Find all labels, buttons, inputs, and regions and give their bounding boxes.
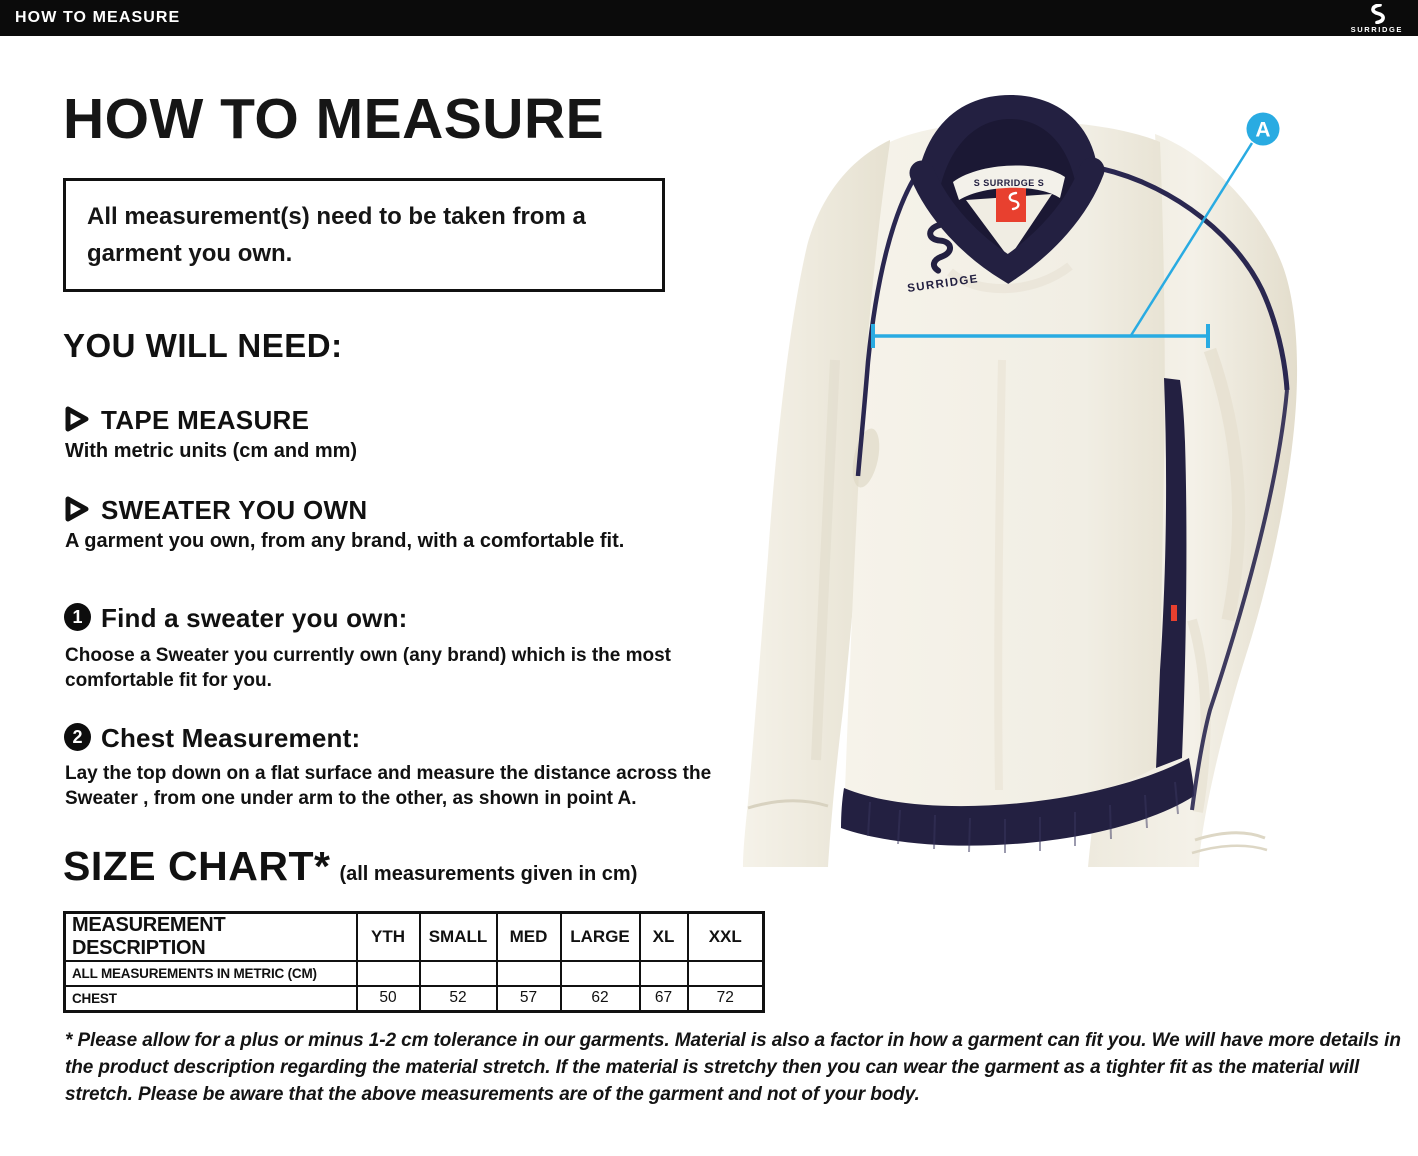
collar-tape-text: S SURRIDGE S xyxy=(973,178,1045,188)
page-title: HOW TO MEASURE xyxy=(63,87,605,151)
row-metric-label: ALL MEASUREMENTS IN METRIC (CM) xyxy=(65,961,357,986)
surridge-logo xyxy=(1351,4,1403,34)
size-chart-table xyxy=(63,911,765,1013)
col-med: MED xyxy=(497,913,561,962)
notice-text: All measurement(s) need to be taken from a garment you own. xyxy=(87,203,586,268)
table-header-row xyxy=(65,913,764,962)
cell xyxy=(688,961,764,986)
step-1-title: Find a sweater you own: xyxy=(101,603,408,633)
notice-box xyxy=(63,178,665,292)
step-number-badge: 2 xyxy=(64,723,91,751)
triangle-bullet-icon xyxy=(64,406,90,432)
cell: 57 xyxy=(497,986,561,1011)
step-2-description: Lay the top down on a flat surface and measure the distance across the Sweater , from one under arm to the other, as shown in point A. xyxy=(65,763,712,810)
triangle-bullet-icon xyxy=(64,496,90,522)
cell: 72 xyxy=(688,986,764,1011)
cell xyxy=(420,961,497,986)
size-chart-heading-row xyxy=(63,843,637,890)
size-chart-heading: SIZE CHART* xyxy=(63,843,331,889)
step-2-title: Chest Measurement: xyxy=(101,723,361,753)
size-chart-subheading: (all measurements given in cm) xyxy=(339,863,638,885)
surridge-s-icon xyxy=(1364,4,1390,24)
cell: 52 xyxy=(420,986,497,1011)
table-row xyxy=(65,986,764,1011)
cell: 67 xyxy=(640,986,688,1011)
tolerance-footnote: * Please allow for a plus or minus 1-2 cm tolerance in our garments. Material is also a factor in how a garment can fit you. We will have more details in the product description regarding the material stretch. If the material is stretchy then you can wear the garment as a tighter fit as the material will stretch. Please be aware that the above measurements are of the garment and not of your body. xyxy=(65,1030,1401,1105)
row-chest-label: CHEST xyxy=(65,986,357,1011)
cell: 50 xyxy=(357,986,420,1011)
col-xxl: XXL xyxy=(688,913,764,962)
col-yth: YTH xyxy=(357,913,420,962)
need-item-sweater: SWEATER YOU OWN xyxy=(101,495,368,525)
you-will-need-heading: YOU WILL NEED: xyxy=(63,327,343,364)
surridge-logo-text: SURRIDGE xyxy=(1350,25,1403,34)
need-item-tape-measure: TAPE MEASURE xyxy=(101,405,310,435)
need-item-tape-measure-desc: With metric units (cm and mm) xyxy=(65,440,358,462)
cell: 62 xyxy=(561,986,640,1011)
red-neck-label xyxy=(996,186,1026,222)
garment-logo-text: SURRIDGE xyxy=(906,273,980,296)
cell xyxy=(497,961,561,986)
step-1-description: Choose a Sweater you currently own (any brand) which is the most comfortable fit for you. xyxy=(65,645,672,692)
col-measurement-description: MEASUREMENT DESCRIPTION xyxy=(65,913,357,962)
cell xyxy=(561,961,640,986)
need-item-sweater-desc: A garment you own, from any brand, with a comfortable fit. xyxy=(65,530,625,552)
point-a-label: A xyxy=(1255,118,1271,142)
col-large: LARGE xyxy=(561,913,640,962)
sweater-figure xyxy=(740,60,1300,870)
step-number-badge: 1 xyxy=(64,603,91,631)
top-bar-title: HOW TO MEASURE xyxy=(15,9,181,26)
top-bar xyxy=(0,0,1418,36)
cell xyxy=(357,961,420,986)
col-small: SMALL xyxy=(420,913,497,962)
col-xl: XL xyxy=(640,913,688,962)
side-seam-tag xyxy=(1171,605,1177,621)
table-row xyxy=(65,961,764,986)
cell xyxy=(640,961,688,986)
